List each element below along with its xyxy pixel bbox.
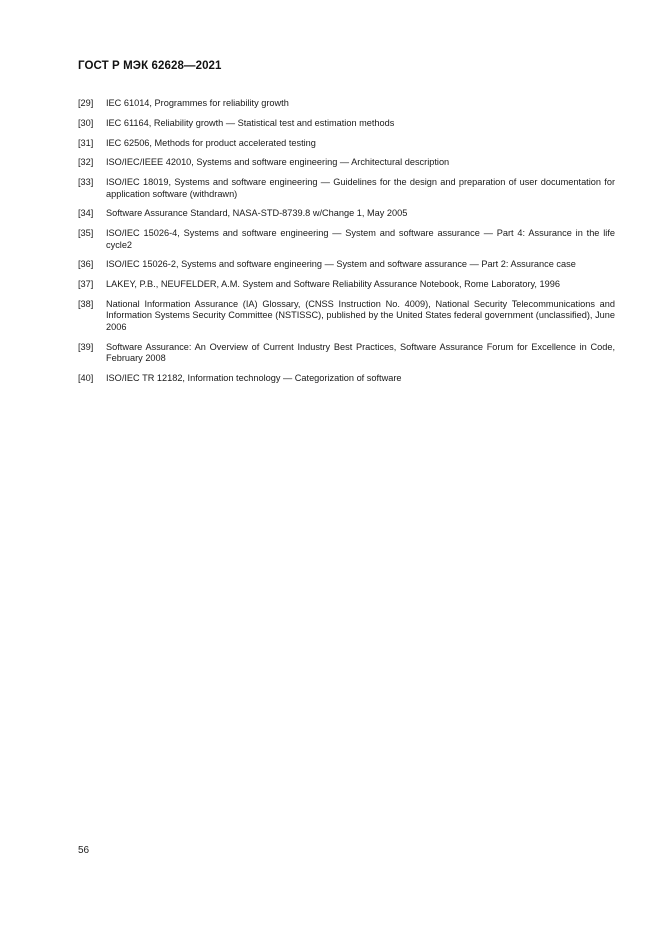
reference-text: Software Assurance: An Overview of Current Industry Best Practices, Software Assurance Forum for Excellence in Code, February 2008	[106, 341, 615, 363]
reference-number: [32]	[78, 157, 94, 168]
reference-text: National Information Assurance (IA) Glossary, (CNSS Instruction No. 4009), National Security Telecommunications and Information Systems Security Committee (NSTISSC), published by the United States federal government (unclassified), June 2006	[106, 298, 615, 332]
reference-item	[78, 157, 615, 168]
reference-text: IEC 61014, Programmes for reliability growth	[106, 98, 289, 108]
reference-text: ISO/IEC 15026-4, Systems and software engineering — System and software assurance — Part 4: Assurance in the life cycle2	[106, 228, 615, 250]
reference-number: [35]	[78, 228, 94, 239]
reference-item	[78, 98, 615, 109]
reference-item	[78, 299, 615, 333]
document-header: ГОСТ Р МЭК 62628—2021	[78, 60, 222, 72]
bibliography-list	[78, 98, 615, 393]
reference-number: [30]	[78, 117, 94, 128]
reference-item	[78, 279, 615, 290]
reference-item	[78, 228, 615, 251]
reference-number: [38]	[78, 298, 94, 309]
reference-item	[78, 208, 615, 219]
reference-number: [29]	[78, 98, 94, 108]
reference-item	[78, 259, 615, 270]
reference-item	[78, 138, 615, 149]
reference-item	[78, 118, 615, 129]
reference-text: ISO/IEC/IEEE 42010, Systems and software engineering — Architectural description	[106, 157, 450, 168]
reference-number: [31]	[78, 137, 94, 148]
reference-text: LAKEY, P.B., NEUFELDER, A.M. System and Software Reliability Assurance Notebook, Rome Laboratory, 1996	[106, 279, 560, 290]
reference-text: IEC 61164, Reliability growth — Statistical test and estimation methods	[106, 117, 395, 128]
reference-text: ISO/IEC TR 12182, Information technology — Categorization of software	[106, 372, 402, 383]
reference-number: [34]	[78, 208, 94, 219]
reference-number: [36]	[78, 259, 94, 270]
reference-number: [33]	[78, 177, 94, 188]
reference-number: [37]	[78, 279, 94, 290]
reference-item	[78, 342, 615, 365]
reference-item	[78, 177, 615, 200]
reference-text: ISO/IEC 18019, Systems and software engineering — Guidelines for the design and preparation of user documentation for application software (withdrawn)	[106, 177, 615, 199]
reference-text: IEC 62506, Methods for product accelerated testing	[106, 137, 316, 148]
reference-text: ISO/IEC 15026-2, Systems and software engineering — System and software assurance — Part 2: Assurance case	[106, 259, 576, 270]
reference-number: [40]	[78, 372, 94, 383]
page-number: 56	[78, 845, 90, 856]
reference-number: [39]	[78, 341, 94, 352]
reference-item	[78, 373, 615, 384]
reference-text: Software Assurance Standard, NASA-STD-8739.8 w/Change 1, May 2005	[106, 208, 408, 219]
